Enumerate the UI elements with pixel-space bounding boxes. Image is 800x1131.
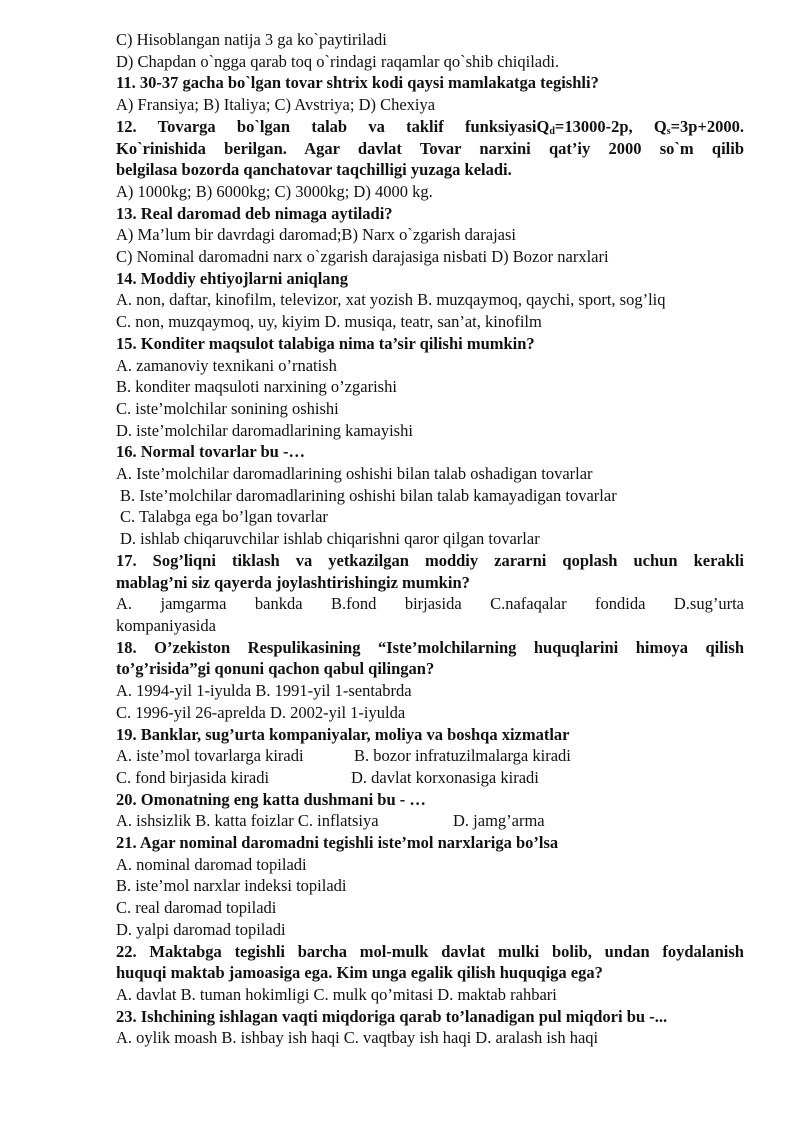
answers-20 bbox=[116, 810, 744, 832]
answer-21-d: D. yalpi daromad topiladi bbox=[116, 919, 286, 939]
answer-15-b: B. konditer maqsuloti narxining o’zgarishi bbox=[116, 377, 397, 397]
answer-15-d: D. iste’molchilar daromadlarining kamayishi bbox=[116, 420, 413, 440]
answers-11: A) Fransiya; B) Italiya; C) Avstriya; D) Chexiya bbox=[116, 95, 436, 115]
question-11: 11. 30-37 gacha bo`lgan tovar shtrix kodi qaysi mamlakatga tegishli? bbox=[116, 73, 599, 93]
quiz-content bbox=[116, 29, 744, 1049]
answer-21-c: C. real daromad topiladi bbox=[116, 898, 277, 918]
answer-21-a: A. nominal daromad topiladi bbox=[116, 854, 307, 874]
answers-17-line-1: A. jamgarma bankda B.fond birjasida C.nafaqalar fondida D.sug’urta bbox=[116, 594, 744, 614]
answers-13-line-2: C) Nominal daromadni narx o`zgarish darajasiga nisbati D) Bozor narxlari bbox=[116, 247, 609, 267]
answers-23: A. oylik moash B. ishbay ish haqi C. vaqtbay ish haqi D. aralash ish haqi bbox=[116, 1028, 599, 1048]
question-12-text-b: =13000-2p, Q bbox=[554, 116, 667, 136]
question-12-text-a: 12. Tovarga bo`lgan talab va taklif funksiyasiQ bbox=[116, 116, 550, 136]
answer-21-b: B. iste’mol narxlar indeksi topiladi bbox=[116, 876, 347, 896]
question-19: 19. Banklar, sug’urta kompaniyalar, moliya va boshqa xizmatlar bbox=[116, 724, 570, 744]
answers-20-abc: A. ishsizlik B. katta foizlar C. inflatsiya bbox=[116, 811, 379, 831]
answers-14-line-2: C. non, muzqaymoq, uy, kiyim D. musiqa, teatr, san’at, kinofilm bbox=[116, 312, 542, 332]
answer-16-c: C. Talabga ega bo’lgan tovarlar bbox=[120, 507, 328, 527]
question-22-line-1: 22. Maktabga tegishli barcha mol-mulk davlat mulki bolib, undan foydalanish bbox=[116, 941, 744, 961]
answer-10-c: C) Hisoblangan natija 3 ga ko`paytiriladi bbox=[116, 30, 387, 49]
answer-19-c: C. fond birjasida kiradi bbox=[116, 767, 270, 787]
question-21: 21. Agar nominal daromadni tegishli iste’mol narxlariga bo’lsa bbox=[116, 833, 559, 853]
answer-19-b: B. bozor infratuzilmalarga kiradi bbox=[354, 746, 571, 766]
question-18-line-1: 18. O’zekiston Respulikasining “Iste’molchilarning huquqlarini himoya qilish bbox=[116, 637, 744, 657]
answer-16-d: D. ishlab chiqaruvchilar ishlab chiqarishni qaror qilgan tovarlar bbox=[120, 529, 540, 549]
question-18-line-2: to’g’risida”gi qonuni qachon qabul qilingan? bbox=[116, 659, 435, 679]
answers-19-line-2 bbox=[116, 767, 744, 789]
answer-15-a: A. zamanoviy texnikani o’rnatish bbox=[116, 355, 337, 375]
answer-20-d: D. jamg’arma bbox=[453, 811, 545, 831]
answers-13-line-1: A) Ma’lum bir davrdagi daromad;B) Narx o`zgarish darajasi bbox=[116, 225, 516, 245]
question-22-line-2: huquqi maktab jamoasiga ega. Kim unga egalik qilish huquqiga ega? bbox=[116, 963, 603, 983]
question-20: 20. Omonatning eng katta dushmani bu - … bbox=[116, 789, 426, 809]
answer-10-d: D) Chapdan o`ngga qarab toq o`rindagi raqamlar qo`shib chiqiladi. bbox=[116, 51, 560, 71]
question-16: 16. Normal tovarlar bu -… bbox=[116, 442, 305, 462]
answers-12: A) 1000kg; B) 6000kg; C) 3000kg; D) 4000 kg. bbox=[116, 181, 433, 201]
question-15: 15. Konditer maqsulot talabiga nima ta’sir qilishi mumkin? bbox=[116, 333, 535, 353]
question-14: 14. Moddiy ehtiyojlarni aniqlang bbox=[116, 268, 348, 288]
question-17-line-1: 17. Sog’liqni tiklash va yetkazilgan moddiy zararni qoplash uchun kerakli bbox=[116, 550, 744, 570]
answer-19-a: A. iste’mol tovarlarga kiradi bbox=[116, 746, 304, 766]
question-12-line-1 bbox=[116, 116, 744, 138]
answer-16-b: B. Iste’molchilar daromadlarining oshishi bilan talab kamayadigan tovarlar bbox=[120, 485, 617, 505]
answers-14-line-1: A. non, daftar, kinofilm, televizor, xat yozish B. muzqaymoq, qaychi, sport, sog’liq bbox=[116, 290, 666, 310]
demand-subscript: d bbox=[549, 125, 555, 137]
answers-19-line-1 bbox=[116, 745, 744, 767]
supply-subscript: s bbox=[666, 125, 671, 137]
answers-18-line-2: C. 1996-yil 26-aprelda D. 2002-yil 1-iyulda bbox=[116, 702, 406, 722]
question-17-line-2: mablag’ni siz qayerda joylashtirishingiz mumkin? bbox=[116, 572, 470, 592]
answers-22: A. davlat B. tuman hokimligi C. mulk qo’mitasi D. maktab rahbari bbox=[116, 984, 557, 1004]
answers-17-line-2: kompaniyasida bbox=[116, 615, 216, 635]
question-12-line-3: belgilasa bozorda qanchatovar taqchilligi yuzaga keladi. bbox=[116, 160, 512, 180]
question-13: 13. Real daromad deb nimaga aytiladi? bbox=[116, 203, 393, 223]
question-23: 23. Ishchining ishlagan vaqti miqdoriga qarab to’lanadigan pul miqdori bu -... bbox=[116, 1006, 668, 1026]
question-12-text-c: =3p+2000. bbox=[670, 116, 744, 136]
answers-18-line-1: A. 1994-yil 1-iyulda B. 1991-yil 1-sentabrda bbox=[116, 681, 412, 701]
answer-19-d: D. davlat korxonasiga kiradi bbox=[351, 767, 539, 787]
answer-16-a: A. Iste’molchilar daromadlarining oshishi bilan talab oshadigan tovarlar bbox=[116, 464, 593, 484]
answer-15-c: C. iste’molchilar sonining oshishi bbox=[116, 398, 339, 418]
question-12-line-2: Ko`rinishida berilgan. Agar davlat Tovar narxini qat’iy 2000 so`m qilib bbox=[116, 138, 744, 158]
